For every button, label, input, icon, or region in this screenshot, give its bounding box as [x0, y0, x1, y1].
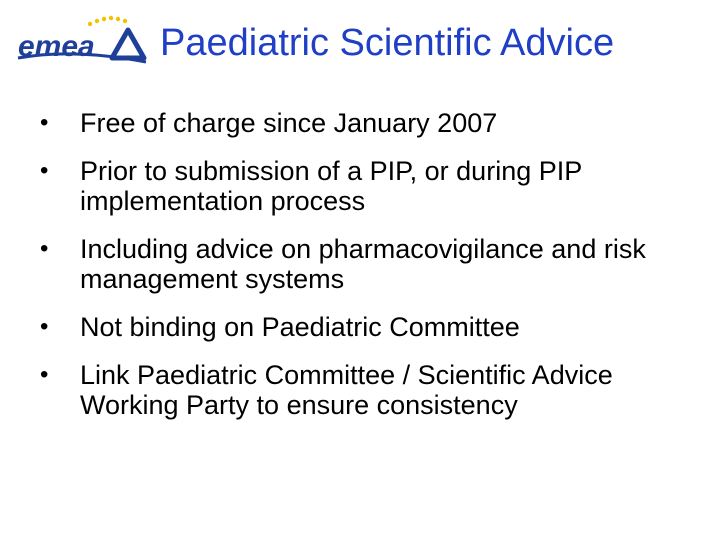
list-item — [40, 312, 690, 342]
list-item — [40, 108, 690, 138]
star-icon — [123, 19, 127, 23]
star-icon — [95, 19, 99, 23]
bullet-list — [40, 108, 690, 438]
emea-logo-graphic — [14, 14, 154, 72]
bullet-icon: • — [40, 157, 49, 184]
star-icon — [116, 17, 120, 21]
bullet-text: Prior to submission of a PIP, or during PIP implementation process — [80, 156, 582, 216]
star-icon — [88, 22, 92, 26]
bullet-text: Including advice on pharmacovigilance and risk management systems — [80, 234, 646, 294]
bullet-text: Link Paediatric Committee / Scientific Advice Working Party to ensure consistency — [80, 360, 613, 420]
bullet-icon: • — [40, 235, 49, 262]
bullet-icon: • — [40, 313, 49, 340]
list-item — [40, 234, 690, 294]
page-title: Paediatric Scientific Advice — [160, 22, 615, 64]
list-item — [40, 360, 690, 420]
bullet-text: Free of charge since January 2007 — [80, 108, 498, 138]
bullet-icon: • — [40, 109, 49, 136]
star-icon — [102, 17, 106, 21]
star-icon — [109, 16, 113, 20]
bullet-icon: • — [40, 361, 49, 388]
logo-triangle — [112, 30, 144, 58]
logo-stars — [88, 16, 127, 26]
list-item — [40, 156, 690, 216]
logo-text: emea — [18, 30, 95, 63]
bullet-text: Not binding on Paediatric Committee — [80, 312, 520, 342]
emea-logo — [14, 14, 154, 72]
